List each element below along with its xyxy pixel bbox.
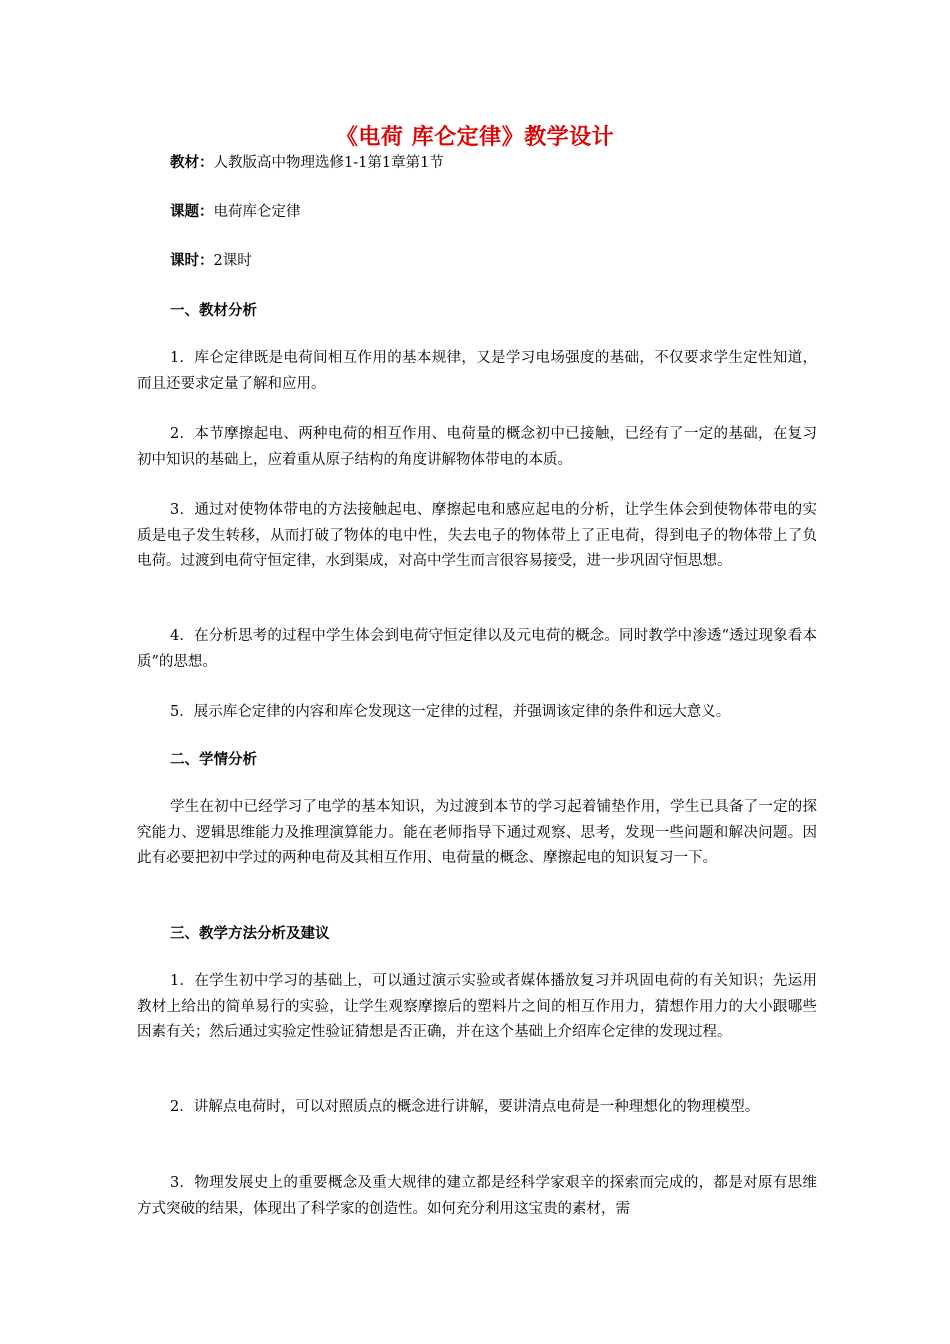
textbook-line — [170, 153, 444, 173]
topic-label: 课题： — [170, 203, 214, 220]
section-heading-teaching-method: 三、教学方法分析及建议 — [170, 925, 330, 942]
textbook-label: 教材： — [170, 154, 214, 171]
hours-label: 课时： — [170, 252, 214, 269]
textbook-value: 人教版高中物理选修1-1第1章第1节 — [213, 155, 444, 171]
paragraph: 学生在初中已经学习了电学的基本知识，为过渡到本节的学习起着铺垫作用，学生已具备了一定的探究能力、逻辑思维能力及推理演算能力。能在老师指导下通过观察、思考，发现一些问题和解决问题。因此有必要把初中学过的两种电荷及其相互作用、电荷量的概念、摩擦起电的知识复习一下。 — [137, 799, 817, 866]
paragraph: 1．库仑定律既是电荷间相互作用的基本规律，又是学习电场强度的基础，不仅要求学生定性知道，而且还要求定量了解和应用。 — [137, 350, 817, 392]
hours-value: 2课时 — [213, 253, 252, 269]
paragraph: 5．展示库仑定律的内容和库仑发现这一定律的过程，并强调该定律的条件和远大意义。 — [170, 704, 731, 720]
section-heading-student-analysis: 二、学情分析 — [170, 751, 257, 768]
paragraph: 1．在学生初中学习的基础上，可以通过演示实验或者媒体播放复习并巩固电荷的有关知识；先运用教材上给出的简单易行的实验，让学生观察摩擦后的塑料片之间的相互作用力，猜想作用力的大小跟哪些因素有关；然后通过实验定性验证猜想是否正确，并在这个基础上介绍库仑定律的发现过程。 — [137, 973, 817, 1040]
document-title: 《电荷 库仑定律》教学设计 — [335, 124, 615, 150]
paragraph: 2．讲解点电荷时，可以对照质点的概念进行讲解，要讲清点电荷是一种理想化的物理模型。 — [170, 1099, 760, 1115]
topic-line — [170, 202, 301, 222]
paragraph: 2．本节摩擦起电、两种电荷的相互作用、电荷量的概念初中已接触，已经有了一定的基础，在复习初中知识的基础上，应着重从原子结构的角度讲解物体带电的本质。 — [137, 426, 817, 468]
section-heading-textbook-analysis: 一、教材分析 — [170, 302, 257, 319]
paragraph: 4．在分析思考的过程中学生体会到电荷守恒定律以及元电荷的概念。同时教学中渗透“透过现象看本质”的思想。 — [137, 628, 817, 670]
topic-value: 电荷库仑定律 — [213, 204, 301, 220]
paragraph: 3．通过对使物体带电的方法接触起电、摩擦起电和感应起电的分析，让学生体会到使物体带电的实质是电子发生转移，从而打破了物体的电中性，失去电子的物体带上了正电荷，得到电子的物体带上了负电荷。过渡到电荷守恒定律，水到渠成，对高中学生而言很容易接受，进一步巩固守恒思想。 — [137, 502, 817, 569]
hours-line — [170, 251, 252, 271]
paragraph: 3．物理发展史上的重要概念及重大规律的建立都是经科学家艰辛的探索而完成的，都是对原有思维方式突破的结果，体现出了科学家的创造性。如何充分利用这宝贵的素材，需 — [137, 1175, 817, 1217]
